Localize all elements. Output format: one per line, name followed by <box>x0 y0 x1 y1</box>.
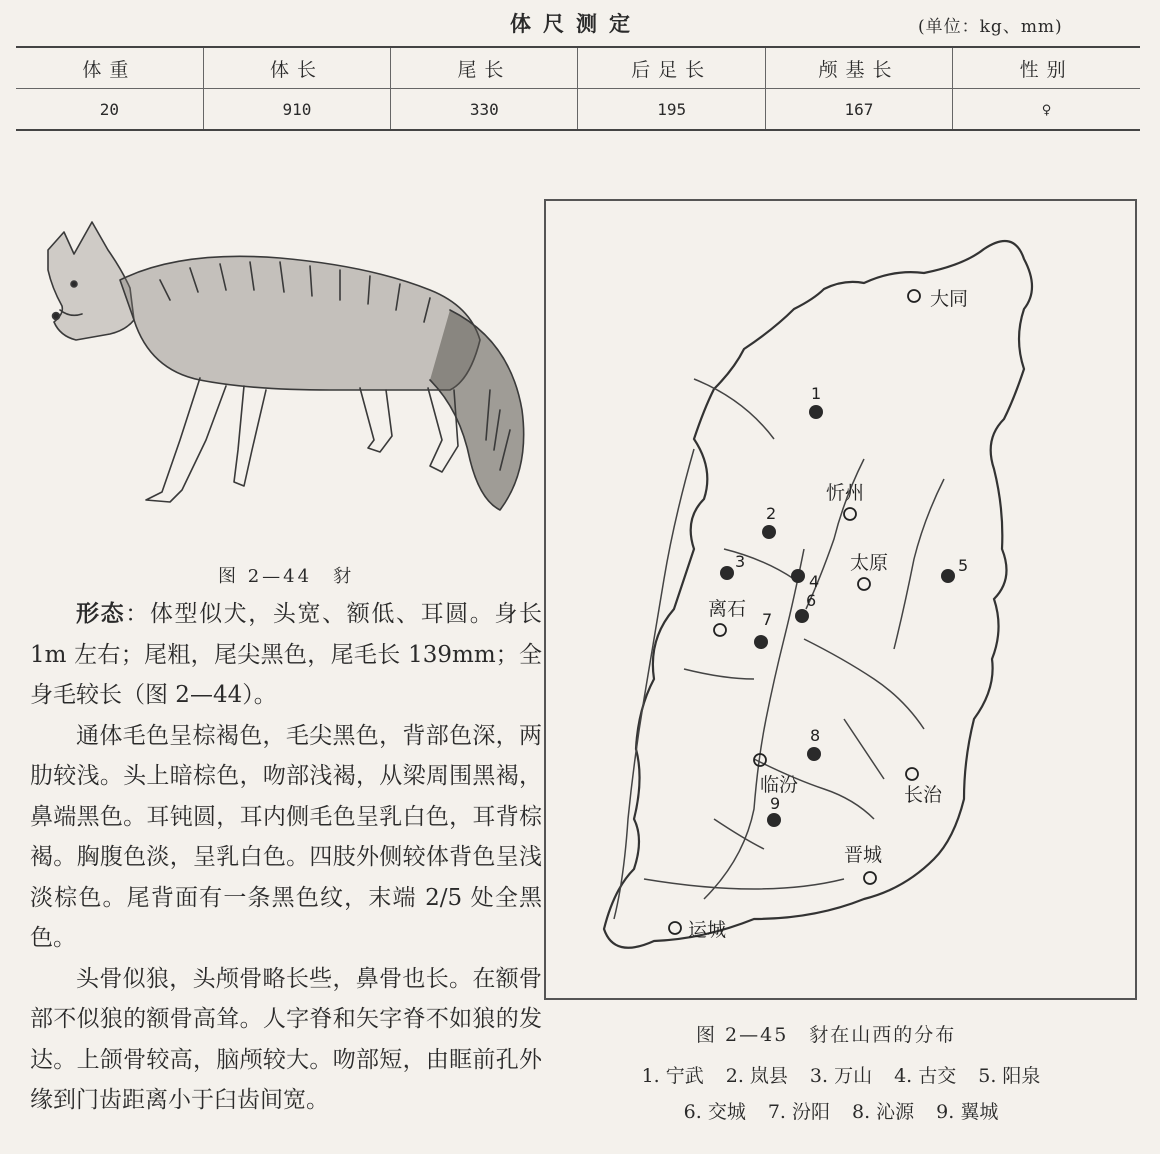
dhole-illustration <box>30 210 540 530</box>
city-label-xinzhou: 忻州 <box>826 482 865 504</box>
header-tail-length: 尾长 <box>391 47 578 89</box>
city-marker-xinzhou <box>844 508 856 520</box>
value-tail-length: 330 <box>391 89 578 131</box>
description-text <box>30 594 542 1121</box>
city-label-taiyuan: 太原 <box>850 552 889 574</box>
point-label-7: 7 <box>762 610 773 629</box>
city-marker-taiyuan <box>858 578 870 590</box>
distribution-point-4 <box>791 569 805 583</box>
distribution-point-8 <box>807 747 821 761</box>
header-body-length: 体长 <box>203 47 390 89</box>
city-label-datong: 大同 <box>930 288 969 310</box>
table-row <box>16 89 1140 131</box>
header-hind-foot-length: 后足长 <box>578 47 765 89</box>
distribution-point-3 <box>720 566 734 580</box>
distribution-point-1 <box>809 405 823 419</box>
map-legend <box>596 1058 1086 1130</box>
distribution-point-5 <box>941 569 955 583</box>
morphology-term: 形态 <box>76 600 126 627</box>
city-marker-yuncheng <box>669 922 681 934</box>
value-skull-length: 167 <box>765 89 952 131</box>
distribution-point-7 <box>754 635 768 649</box>
header-weight: 体重 <box>16 47 203 89</box>
shanxi-distribution-map <box>544 199 1137 1000</box>
measurement-table <box>16 46 1140 131</box>
header-sex: 性别 <box>953 47 1140 89</box>
point-label-5: 5 <box>958 556 969 575</box>
value-weight: 20 <box>99 99 120 119</box>
city-label-jincheng: 晋城 <box>844 844 883 866</box>
city-marker-datong <box>908 290 920 302</box>
value-hind-foot-length: 195 <box>578 89 765 131</box>
legend-row-1 <box>596 1058 1086 1094</box>
point-label-8: 8 <box>810 726 821 745</box>
province-outline <box>604 241 1032 948</box>
table-unit: (单位：kg、mm) <box>918 17 1063 37</box>
value-sex: ♀ <box>953 89 1140 131</box>
legend-item: 8. 沁源 <box>852 1101 915 1123</box>
city-label-changzhi: 长治 <box>904 784 943 806</box>
paragraph-morphology <box>30 594 542 716</box>
figure-45-caption: 图 2—45 豺在山西的分布 <box>696 1024 957 1046</box>
point-label-9: 9 <box>770 794 781 813</box>
legend-item: 3. 万山 <box>809 1065 873 1087</box>
table-header-row <box>16 47 1140 89</box>
city-label-linfen: 临汾 <box>760 774 799 796</box>
value-body-length: 910 <box>203 89 390 131</box>
city-label-lishi: 离石 <box>708 598 747 620</box>
legend-item: 1. 宁武 <box>641 1065 704 1087</box>
distribution-point-9 <box>767 813 781 827</box>
distribution-point-6 <box>795 609 809 623</box>
city-marker-changzhi <box>906 768 918 780</box>
morphology-text: ：体型似犬，头宽、额低、耳圆。身长 1m 左右；尾粗，尾尖黑色，尾毛长 139mm；全身毛较长（图 2—44）。 <box>30 601 543 708</box>
table-title: 体尺测定 <box>510 11 642 36</box>
legend-row-2 <box>596 1094 1086 1130</box>
legend-item: 2. 岚县 <box>725 1065 788 1087</box>
point-label-1: 1 <box>811 384 822 403</box>
figure-44-caption: 图 2—44 豺 <box>218 566 355 587</box>
header-skull-length: 颅基长 <box>765 47 952 89</box>
point-label-2: 2 <box>766 504 777 523</box>
city-marker-lishi <box>714 624 726 636</box>
point-label-6: 6 <box>806 591 817 610</box>
city-marker-jincheng <box>864 872 876 884</box>
legend-item: 9. 翼城 <box>936 1101 999 1123</box>
legend-item: 7. 汾阳 <box>767 1101 830 1123</box>
point-label-3: 3 <box>735 552 746 571</box>
paragraph-skull: 头骨似狼，头颅骨略长些，鼻骨也长。在额骨部不似狼的额骨高耸。人字脊和矢字脊不如狼的发达。上颌骨较高，脑颅较大。吻部短，由眶前孔外缘到门齿距离小于臼齿间宽。 <box>30 965 542 1113</box>
city-label-yuncheng: 运城 <box>688 919 727 941</box>
paragraph-coloration: 通体毛色呈棕褐色，毛尖黑色，背部色深，两肋较浅。头上暗棕色，吻部浅褐，从梁周围黑褐，鼻端黑色。耳钝圆，耳内侧毛色呈乳白色，耳背棕褐。胸腹色淡，呈乳白色。四肢外侧较体背色呈浅淡棕色。尾背面有一条黑色纹，末端 2/5 处全黑色。 <box>30 722 542 951</box>
point-label-4: 4 <box>809 572 820 591</box>
legend-item: 6. 交城 <box>683 1101 746 1123</box>
legend-item: 5. 阳泉 <box>978 1065 1041 1087</box>
distribution-point-2 <box>762 525 776 539</box>
legend-item: 4. 古交 <box>894 1065 957 1087</box>
